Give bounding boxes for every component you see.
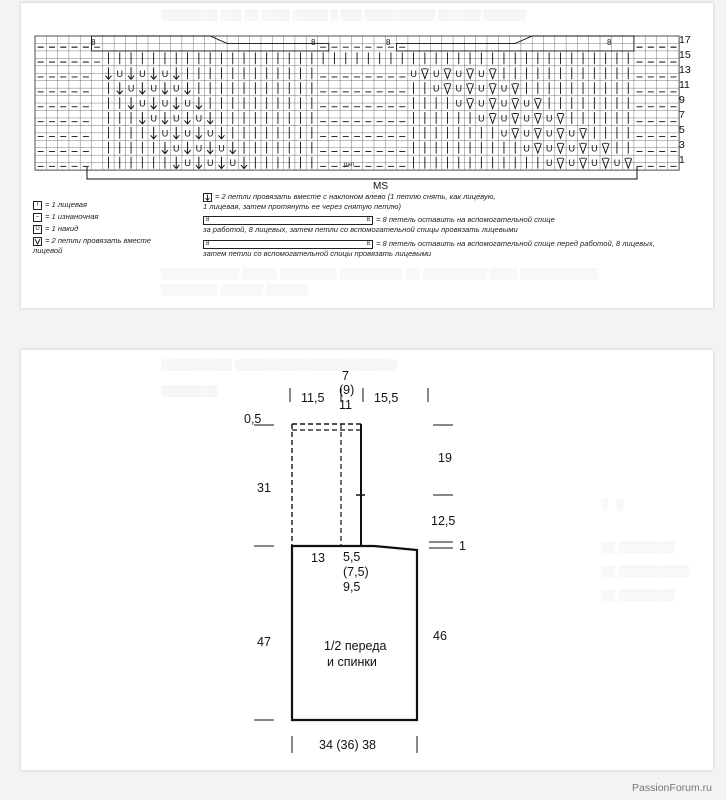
k2tog-stitch (489, 99, 496, 109)
k2tog-stitch (580, 158, 587, 168)
yarn-over-stitch: U (545, 113, 553, 124)
yarn-over-stitch: U (478, 98, 485, 109)
row-number: 17 (679, 34, 691, 46)
yarn-over-stitch: U (116, 68, 124, 79)
yarn-over-stitch: U (184, 128, 191, 139)
yarn-over-stitch: U (568, 143, 576, 154)
yarn-over-stitch: U (150, 113, 157, 124)
dim-left-width: 11,5 (301, 391, 325, 405)
k2tog-symbol-icon (33, 237, 42, 246)
yarn-over-stitch: U (523, 128, 530, 139)
k2tog-stitch (534, 114, 541, 124)
k2tog-stitch (489, 84, 496, 94)
dim-right-body-height: 46 (433, 629, 447, 643)
legend-cable-front (203, 239, 703, 259)
yarn-over-stitch: U (478, 113, 485, 124)
cable-count-label: 8 (607, 38, 612, 47)
k2tog-stitch (625, 158, 632, 168)
row-number: 9 (679, 94, 685, 106)
yarn-over-stitch: U (229, 158, 237, 169)
knitting-chart-card (21, 3, 713, 308)
k2tog-stitch (467, 99, 474, 109)
yarn-over-stitch: U (150, 83, 157, 94)
yarn-over-stitch: U (591, 158, 598, 169)
legend-text: = 1 изнаночная (45, 212, 99, 221)
yarn-over-stitch: U (545, 158, 553, 169)
dim-top-width: 7 (342, 369, 349, 383)
yarn-over-stitch: U (545, 143, 553, 154)
k2tog-stitch (602, 143, 609, 153)
yarn-over-stitch: U (127, 83, 135, 94)
row-number: 1 (679, 154, 685, 166)
dim-top-width-alt2: 11 (339, 398, 352, 412)
k2tog-stitch (421, 69, 428, 79)
yarn-over-stitch: U (500, 83, 508, 94)
knit-symbol-icon: I (33, 201, 42, 210)
yarn-over-stitch: U (173, 83, 180, 94)
yarn-over-stitch: U (432, 83, 440, 94)
yarn-over-symbol-icon: U (33, 225, 42, 234)
k2tog-stitch (557, 158, 564, 168)
legend-text: = 1 накид (45, 224, 79, 233)
legend-text: затем петли со вспомогательной спицы провязать лицевыми (203, 249, 432, 258)
dim-armhole-inner-alt2: 9,5 (343, 580, 361, 594)
yarn-over-stitch: U (523, 98, 530, 109)
faded-background-text: ▒▒ ▒▒▒▒▒▒▒▒▒▒ (601, 566, 689, 577)
yarn-over-stitch: U (206, 128, 214, 139)
legend-text: за работой, 8 лицевых, затем петли со вспомогательной спицы провязать лицевыми (203, 225, 518, 234)
k2tog-stitch (489, 69, 496, 79)
dim-top-width-alt: (9) (339, 383, 355, 397)
yarn-over-stitch: U (500, 113, 508, 124)
faded-background-text: ▒▒ ▒▒▒▒▒▒▒▒ (601, 542, 675, 553)
dim-left-armhole-height: 31 (257, 481, 271, 495)
dim-left-body-height: 47 (257, 635, 271, 649)
yarn-over-stitch: U (410, 68, 417, 79)
yarn-over-stitch: U (432, 68, 440, 79)
yarn-over-stitch: U (184, 158, 191, 169)
dim-shoulder-drop: 0,5 (244, 412, 262, 426)
yarn-over-stitch: U (478, 68, 485, 79)
yarn-over-stitch: U (184, 98, 191, 109)
legend-yarn-over (33, 224, 78, 234)
faded-background-text: ▒▒▒▒▒▒▒▒▒▒▒ ▒▒▒▒▒ ▒▒▒▒▒▒▒▒ ▒▒▒▒▒▒▒▒▒ ▒▒ ▒▒▒▒▒▒▒▒▒ ▒▒▒▒ ▒▒▒▒▒▒▒▒▒▒▒ (161, 269, 599, 280)
ssk-symbol-icon (203, 193, 212, 202)
repeat-label: MS (373, 181, 388, 192)
yarn-over-stitch: U (173, 143, 180, 154)
legend-text: лицевой (33, 246, 63, 255)
k2tog-stitch (557, 114, 564, 124)
yarn-over-stitch: U (161, 98, 169, 109)
legend-text: = 1 лицевая (45, 200, 88, 209)
yarn-over-stitch: U (195, 143, 203, 154)
piece-label-line1: 1/2 переда (324, 639, 387, 653)
k2tog-stitch (557, 143, 564, 153)
legend-ssk (203, 192, 583, 212)
yarn-over-stitch: U (500, 128, 508, 139)
yarn-over-stitch: U (173, 113, 180, 124)
legend-cable-back (203, 215, 643, 235)
dim-armhole-step: 13 (311, 551, 325, 565)
dim-right-upper-height: 19 (438, 451, 452, 465)
dim-right-middle-height: 12,5 (431, 514, 456, 528)
garment-schematic (21, 350, 713, 770)
row-number: 3 (679, 139, 685, 151)
k2tog-stitch (602, 158, 609, 168)
yarn-over-stitch: U (523, 143, 530, 154)
yarn-over-stitch: U (568, 128, 576, 139)
k2tog-stitch (557, 128, 564, 138)
k2tog-stitch (534, 128, 541, 138)
legend-purl (33, 212, 98, 222)
cable-count-label: 8 (311, 38, 316, 47)
k2tog-stitch (580, 143, 587, 153)
yarn-over-stitch: U (206, 158, 214, 169)
row-number: 15 (679, 49, 691, 61)
row-number: 5 (679, 124, 685, 136)
cable-count-label: 8 (386, 38, 391, 47)
row-number: 13 (679, 64, 691, 76)
faded-background-text: ▒ ▒ (601, 500, 624, 511)
repeat-bracket (87, 167, 637, 179)
yarn-over-stitch: U (545, 128, 553, 139)
k2tog-stitch (489, 114, 496, 124)
yarn-over-stitch: U (591, 143, 598, 154)
row-number: 11 (679, 79, 690, 91)
cable-back-symbol-icon: 8 8 (203, 216, 373, 225)
k2tog-stitch (534, 143, 541, 153)
dim-armhole-inner: 5,5 (343, 550, 361, 564)
yarn-over-stitch: U (139, 98, 146, 109)
legend-text: = 2 петли провязать вместе с наклоном влево (1 петлю снять, как лицевую, (215, 192, 496, 201)
yarn-over-stitch: U (568, 158, 576, 169)
cable-front-symbol-icon: 8 8 (203, 240, 373, 249)
faded-background-text: ▒▒▒▒▒▒▒▒ (161, 386, 218, 397)
k2tog-stitch (444, 69, 451, 79)
yarn-over-stitch: U (139, 68, 146, 79)
dim-right-width: 15,5 (374, 391, 399, 405)
yarn-over-stitch: U (613, 158, 621, 169)
faded-background-text: ▒▒▒▒▒▒▒▒▒▒ ▒▒▒▒▒▒▒▒▒▒▒▒▒▒▒▒▒▒▒▒▒▒▒ (161, 360, 398, 371)
yarn-over-stitch: U (523, 113, 530, 124)
legend-text: = 8 петель оставить на вспомогательной спице (376, 215, 555, 224)
k2tog-stitch (444, 84, 451, 94)
yarn-over-stitch: U (218, 143, 225, 154)
yarn-over-stitch: U (478, 83, 485, 94)
legend-text: = 2 петли провязать вместе (45, 236, 152, 245)
yarn-over-stitch: U (195, 113, 203, 124)
dim-armhole-inner-alt: (7,5) (343, 565, 369, 579)
faded-background-text: ▒▒ ▒▒▒▒▒▒▒▒ (601, 590, 675, 601)
selvage-label: рап (344, 162, 354, 168)
cable-count-label: 8 (91, 38, 96, 47)
piece-label-line2: и спинки (327, 655, 377, 669)
pattern-schema-card (21, 350, 713, 770)
k2tog-stitch (512, 84, 519, 94)
k2tog-stitch (512, 114, 519, 124)
legend-text: = 8 петель оставить на вспомогательной спице перед работой, 8 лицевых, (376, 239, 655, 248)
purl-symbol-icon: – (33, 213, 42, 222)
k2tog-stitch (467, 84, 474, 94)
legend-text: 1 лицевая, затем протянуть ее через снятую петлю) (203, 202, 401, 211)
yarn-over-stitch: U (455, 68, 463, 79)
k2tog-stitch (580, 128, 587, 138)
knitting-chart (21, 3, 713, 203)
dim-bottom-width: 34 (36) 38 (319, 738, 376, 752)
yarn-over-stitch: U (455, 98, 463, 109)
yarn-over-stitch: U (500, 98, 508, 109)
faded-background-text: ▒▒▒▒▒▒▒▒ ▒▒▒▒▒▒ ▒▒▒▒▒▒ (161, 285, 309, 296)
faded-background-text: ▒▒▒▒▒▒▒▒ ▒▒▒ ▒▒ ▒▒▒▒ ▒▒▒▒▒ ▒ ▒▒▒ ▒▒▒▒▒▒▒▒▒▒ ▒▒▒▒▒▒ ▒▒▒▒▒▒ (161, 10, 527, 21)
dim-right-offset: 1 (459, 539, 466, 553)
yarn-over-stitch: U (455, 83, 463, 94)
k2tog-stitch (512, 128, 519, 138)
k2tog-stitch (467, 69, 474, 79)
k2tog-stitch (534, 99, 541, 109)
watermark: PassionForum.ru (632, 782, 712, 794)
yarn-over-stitch: U (161, 68, 169, 79)
yarn-over-stitch: U (161, 128, 169, 139)
legend-knit (33, 200, 87, 210)
legend-k2tog (33, 236, 151, 256)
k2tog-stitch (512, 99, 519, 109)
row-number: 7 (679, 109, 685, 121)
